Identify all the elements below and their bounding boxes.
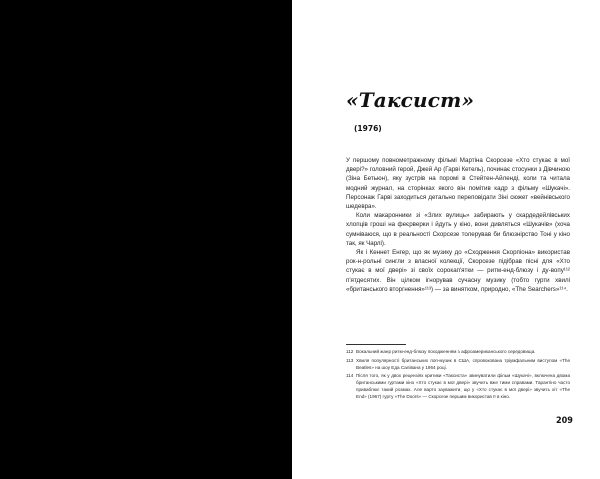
footnote (346, 358, 570, 372)
paragraph: У першому повнометражному фільмі Мартіна Скорсезе «Хто стукає в мої двері?» головний герой, Джей Ар (Гарві Кетель), починає стосунки з Дівчиною (Зіна Бетьюн), яку зустрів на поромі в Стейтен-Айленді, коли та читала модний журнал, на сторінках якого він помітив кадр з фільму «Шукачі». Персонаж Гарві заходиться детально переповідати Зіні сюжет «вейнівського шедевра». (346, 157, 570, 211)
book-page (292, 0, 600, 479)
body-text (346, 156, 570, 294)
chapter-year: (1976) (354, 124, 382, 133)
footnote-number: 113 (346, 357, 354, 363)
footnote-number: 112 (346, 349, 354, 354)
footnotes (346, 349, 570, 403)
footnote-divider (346, 344, 406, 345)
footnote-text: Вокальний жанр ритм-енд-блюзу походженням з афроамериканського середовища. (356, 349, 536, 354)
footnote (346, 373, 570, 400)
paragraph: Як і Кеннет Енгер, що як музику до «Сходження Скорпіона» використав рок-н-рольні сингли з власної колекції, Скорсезе підібрав пісні для «Хто стукає в мої двері» зі своїх сорокап'ятки — ритм-енд-блюзу і ду-вопу¹¹² п'ятдесятих. Він цілком ігнорував сучасну музику (тобто гурти хвилі «британського вторгнення»¹¹³) — за винятком, природно, «The Searchers»¹¹⁴. (346, 249, 570, 293)
page-number: 209 (556, 416, 573, 426)
footnote-number: 114 (346, 373, 354, 379)
chapter-title: «Таксист» (346, 88, 475, 112)
paragraph: Коли макаронники зі «Злих вулиць» забирають у скардедейлівських хлопців гроші на феєрверки і йдуть у кіно, вони дивляться «Шукачів» (хоча сумніваюся, що в реальності Скорсезе толерував би блюзнірство Тоні у кіно так, як Чарлі). (346, 212, 570, 247)
left-black-page (0, 0, 292, 479)
footnote-text: Після того, як у двох рецензіях критики «Таксиста» звинуватили фільм «Шукачі», включена двома британськими гуртами кіно «Хто стукає в мої двері» звучить вже тими справами. Тарантіно часто приваблює такий розмах. Але варто зауважити, що у «Хто стукає в мої двері» звучить хіт «The End» (1967) гурту «The Doors» — Скорсезе першим використав її в кіно. (356, 373, 570, 399)
footnote (346, 349, 570, 356)
footnote-text: Хвиля популярності британських поп-музик в США, спровокована тріумфальним виступом «The Beatles» на шоу Еда Салівана у 1964 році. (356, 357, 570, 370)
